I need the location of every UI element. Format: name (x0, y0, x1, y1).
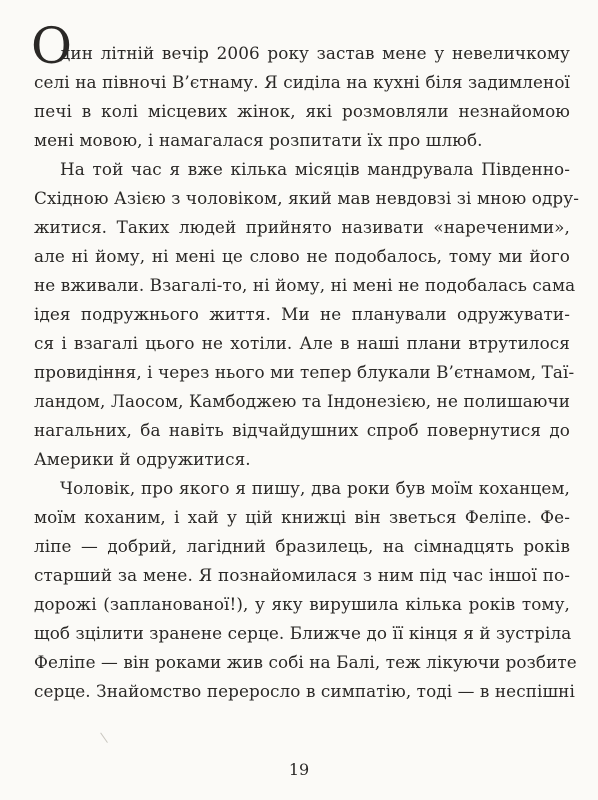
text-line: ідея подружнього життя. Ми не планували одружувати- (34, 304, 570, 324)
text-line: серце. Знайомство переросло в симпатію, тоді — в неспішні (34, 681, 575, 701)
text-line: провидіння, і через нього ми тепер блукали В’єтнамом, Таї- (34, 362, 575, 382)
text-line: печі в колі місцевих жінок, які розмовляли незнайомою (34, 101, 570, 121)
paper-speck (100, 729, 113, 743)
text-line: нагальних, ба навіть відчайдушних спроб повернутися до (34, 420, 570, 440)
text-line: старший за мене. Я познайомилася з ним під час іншої по- (34, 565, 570, 585)
text-line: ся і взагалі цього не хотіли. Але в наші плани втрутилося (34, 333, 570, 353)
text-line: але ні йому, ні мені це слово не подобалось, тому ми його (34, 246, 570, 266)
text-line: Східною Азією з чоловіком, який мав невдовзі зі мною одру- (34, 188, 579, 208)
text-line: ліпе — добрий, лагідний бразилець, на сімнадцять років (34, 536, 570, 556)
text-line: Чоловік, про якого я пишу, два роки був моїм коханцем, (60, 478, 570, 498)
text-line: щоб зцілити зранене серце. Ближче до її кінця я й зустріла (34, 623, 572, 643)
text-line: моїм коханим, і хай у цій книжці він зветься Феліпе. Фе- (34, 507, 570, 527)
page-number: 19 (288, 760, 310, 779)
text-line: житися. Таких людей прийнято називати «нареченими», (34, 217, 570, 237)
text-line: мені мовою, і намагалася розпитати їх про шлюб. (34, 130, 483, 150)
text-line: Феліпе — він роками жив собі на Балі, теж лікуючи розбите (34, 652, 577, 672)
text-line: дорожі (запланованої!), у яку вирушила кілька років тому, (34, 594, 570, 614)
text-line: Америки й одружитися. (34, 449, 251, 469)
text-line: На той час я вже кілька місяців мандрувала Південно- (60, 159, 570, 179)
text-line: не вживали. Взагалі-то, ні йому, ні мені не подобалась сама (34, 275, 576, 295)
drop-cap: О (31, 17, 72, 75)
text-line: дин літній вечір 2006 року застав мене у невеличкому (60, 43, 570, 63)
text-line: селі на півночі В’єтнаму. Я сиділа на кухні біля задимленої (34, 72, 570, 92)
text-line: ландом, Лаосом, Камбоджею та Індонезією, не полишаючи (34, 391, 570, 411)
